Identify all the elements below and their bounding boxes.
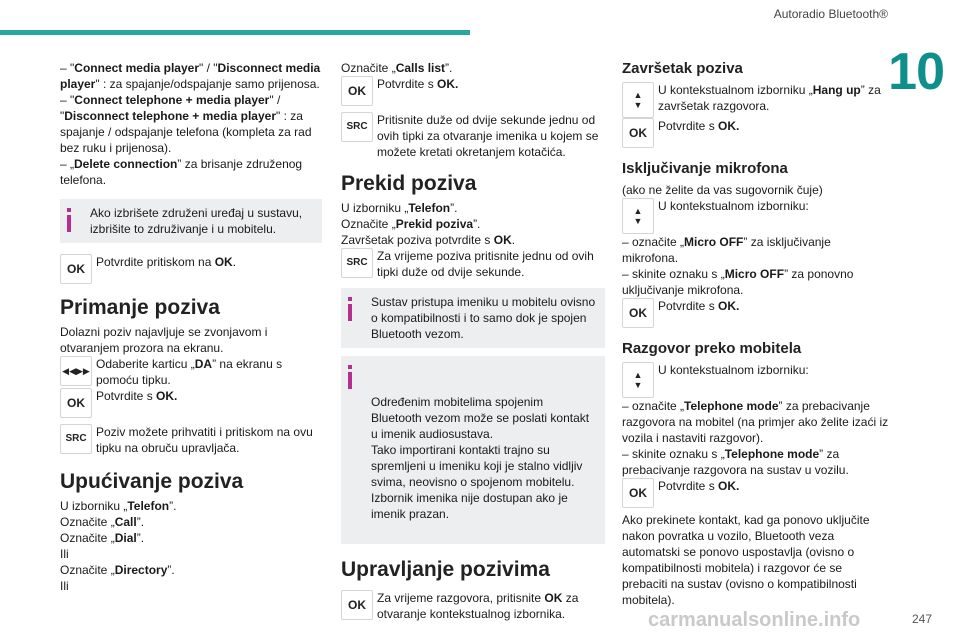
src-phone-icon: SRC (341, 112, 373, 142)
up-down-arrows-icon: ▲ ▼ (622, 198, 654, 234)
heading-receiving-call: Primanje poziva (60, 296, 220, 319)
info-box-phonebook: Sustav pristupa imeniku u mobitelu ovisno o kompatibilnosti i to samo dok je spojen Bluetooth vezom. (341, 288, 605, 348)
delete-connection-item: – „Delete connection” za brisanje združenog telefona. (60, 157, 303, 187)
mute-context-row: ▲ ▼ U kontekstualnom izborniku: (622, 198, 890, 234)
receive-text: Dolazni poziv najavljuje se zvonjavom i otvaranjem prozora na ekranu. (60, 325, 268, 355)
confirm-row: OK Potvrdite s OK. (622, 478, 890, 508)
steering-button-row: SRC Poziv možete prihvatiti i pritiskom na ovu tipku na obruču upravljača. (60, 424, 322, 456)
watermark: carmanualsonline.info (648, 609, 861, 631)
confirm-row: OK Potvrdite s OK. (60, 388, 322, 418)
ok-button-icon: OK (622, 298, 654, 328)
seek-arrows-icon: ◀◀ ▶▶ (60, 356, 92, 386)
info-icon (347, 297, 353, 321)
page-number: 247 (911, 612, 932, 626)
heading-mute-mic: Isključivanje mikrofona (622, 160, 788, 177)
hang-up-row: ▲ ▼ U kontekstualnom izborniku „Hang up” za završetak razgovora. (622, 82, 890, 118)
ok-button-icon: OK (60, 388, 92, 418)
ok-confirm-row: OK Potvrdite pritiskom na OK. (60, 254, 322, 284)
info-icon (66, 208, 72, 232)
ok-button-icon: OK (622, 478, 654, 508)
connect-phone-item: – "Connect telephone + media player" / "Disconnect telephone + media player" : za spajanje / odspajanje telefona (kompleta za rad bez ruku i prijenosa). (60, 93, 312, 155)
chapter-number: 10 (888, 43, 944, 101)
info-box-delete: Ako izbrišete združeni uređaj u sustavu, izbrišite to združivanje i u mobitelu. (60, 199, 322, 243)
heading-ending-call: Prekid poziva (341, 172, 477, 195)
heading-handset-mode: Razgovor preko mobitela (622, 340, 802, 357)
ok-button-icon: OK (341, 590, 373, 620)
ok-button-icon: OK (622, 118, 654, 148)
connect-media-item: – "Connect media player" / "Disconnect media player" : za spajanje/odspajanje samo prijenosa. (60, 61, 321, 91)
manage-row: OK Za vrijeme razgovora, pritisnite OK za otvaranje kontekstualnog izbornika. (341, 590, 605, 622)
confirm-row: OK Potvrdite s OK. (622, 118, 890, 148)
src-phone-icon: SRC (60, 424, 92, 454)
up-down-arrows-icon: ▲ ▼ (622, 362, 654, 398)
src-phone-icon: SRC (341, 248, 373, 278)
up-down-arrows-icon: ▲ ▼ (622, 82, 654, 118)
heading-making-call: Upućivanje poziva (60, 470, 244, 493)
confirm-row: OK Potvrdite s OK. (341, 76, 605, 106)
info-box-contacts: Određenim mobitelima spojenim Bluetooth vezom može se poslati kontakt u imenik audiosustava. Tako importirani kontakti trajno su spremljeni u imeniku koji je stalno vidljiv svima, neovisno o spojenom mobitelu. Izbornik imenika nije dostupan ako je imenik prazan. (341, 356, 605, 544)
info-icon (347, 365, 353, 389)
column-3: Završetak poziva ▲ ▼ U kontekstualnom izborniku „Hang up” za završetak razgovora. OK Potvrdite s OK. Isključivanje mikrofona (ako ne želite da vas sugovornik čuje) ▲ ▼ U kontekstualnom izborniku: – označite „Micro OFF” za isključivanje mikrofona. – skinite oznaku s „Micro OFF” za ponovno uključivanje mikrofona. OK Potvrdite s OK. Razgovor preko mobitela ▲ ▼ U kontekstualnom izborniku: – označite „Telephone mode” za prebacivanje razgovora na mobitel (na primjer ako želite izaći iz vozila i nastaviti razgovor). – skinite oznaku s „Telephone mode” za prebacivanje razgovora na sustav u vozilu. OK Potvrdite s OK. Ako prekinete kontakt, kad ga ponovo uključite nakon povratka u vozilo, Bluetooth veza automatski se ponovo uspostavlja (ovisno o kompatibilnosti mobitela) i razgovor će se prebaciti na sustav (ovisno o kompatibilnosti mobitela). (622, 60, 889, 607)
during-call-row: SRC Za vrijeme poziva pritisnite jednu od ovih tipki duže od dvije sekunde. (341, 248, 605, 280)
ok-button-icon: OK (60, 254, 92, 284)
handset-context-row: ▲ ▼ U kontekstualnom izborniku: (622, 362, 890, 398)
hold-keys-row: SRC Pritisnite duže od dvije sekunde jednu od ovih tipki za otvaranje imenika u kojem se možete kretati okretanjem kotačića. (341, 112, 605, 160)
heading-managing-calls: Upravljanje pozivima (341, 558, 550, 581)
ok-button-icon: OK (341, 76, 373, 106)
section-title: Autoradio Bluetooth® (773, 7, 888, 21)
heading-end-call: Završetak poziva (622, 60, 743, 77)
reconnect-text: Ako prekinete kontakt, kad ga ponovo uključite nakon povratka u vozilo, Bluetooth veza automatski se ponovo uspostavlja (ovisno o kompatibilnosti mobitela) i razgovor će se prebaciti na sustav (ovisno o kompatibilnosti mobitela). (622, 513, 870, 607)
header-accent-bar (0, 30, 470, 35)
select-tab-row: ◀◀ ▶▶ Odaberite karticu „DA” na ekranu s pomoću tipku. (60, 356, 322, 388)
confirm-row: OK Potvrdite s OK. (622, 298, 890, 328)
column-1: – "Connect media player" / "Disconnect media player" : za spajanje/odspajanje samo prijenosa. – "Connect telephone + media player" / "Disconnect telephone + media player" : za spajanje / odspajanje telefona (kompleta za rad bez ruku i prijenosa). – „Delete connection” za brisanje združenog telefona. Ako izbrišete združeni uređaj u sustavu, izbrišite to združivanje i u mobitelu. OK Potvrdite pritiskom na OK. Primanje poziva Dolazni poziv najavljuje se zvonjavom i otvaranjem prozora na ekranu. ◀◀ ▶▶ Odaberite karticu „DA” na ekranu s pomoću tipku. OK Potvrdite s OK. SRC Poziv možete prihvatiti i pritiskom na ovu tipku na obruču upravljača. Upućivanje poziva U izborniku „Telefon”. Označite „Call”. Označite „Dial”. Ili Označite „Directory”. Ili (60, 61, 321, 593)
column-2: Označite „Calls list”. OK Potvrdite s OK. SRC Pritisnite duže od dvije sekunde jednu od ovih tipki za otvaranje imenika u kojem se možete kretati okretanjem kotačića. Prekid poziva U izborniku „Telefon”. Označite „Prekid poziva”. Završetak poziva potvrdite s OK. SRC Za vrijeme poziva pritisnite jednu od ovih tipki duže od dvije sekunde. Sustav pristupa imeniku u mobitelu ovisno o kompatibilnosti i to samo dok je spojen Bluetooth vezom. Određenim mobitelima spojenim Bluetooth vezom može se poslati kontakt u imenik audiosustava. Tako importirani kontakti trajno su spremljeni u imeniku koji je stalno vidljiv svima, neovisno o spojenom mobitelu. Izbornik imenika nije dostupan ako je imenik prazan. Upravljanje pozivima OK Za vrijeme razgovora, pritisnite OK za otvaranje kontekstualnog izbornika. (341, 60, 605, 622)
